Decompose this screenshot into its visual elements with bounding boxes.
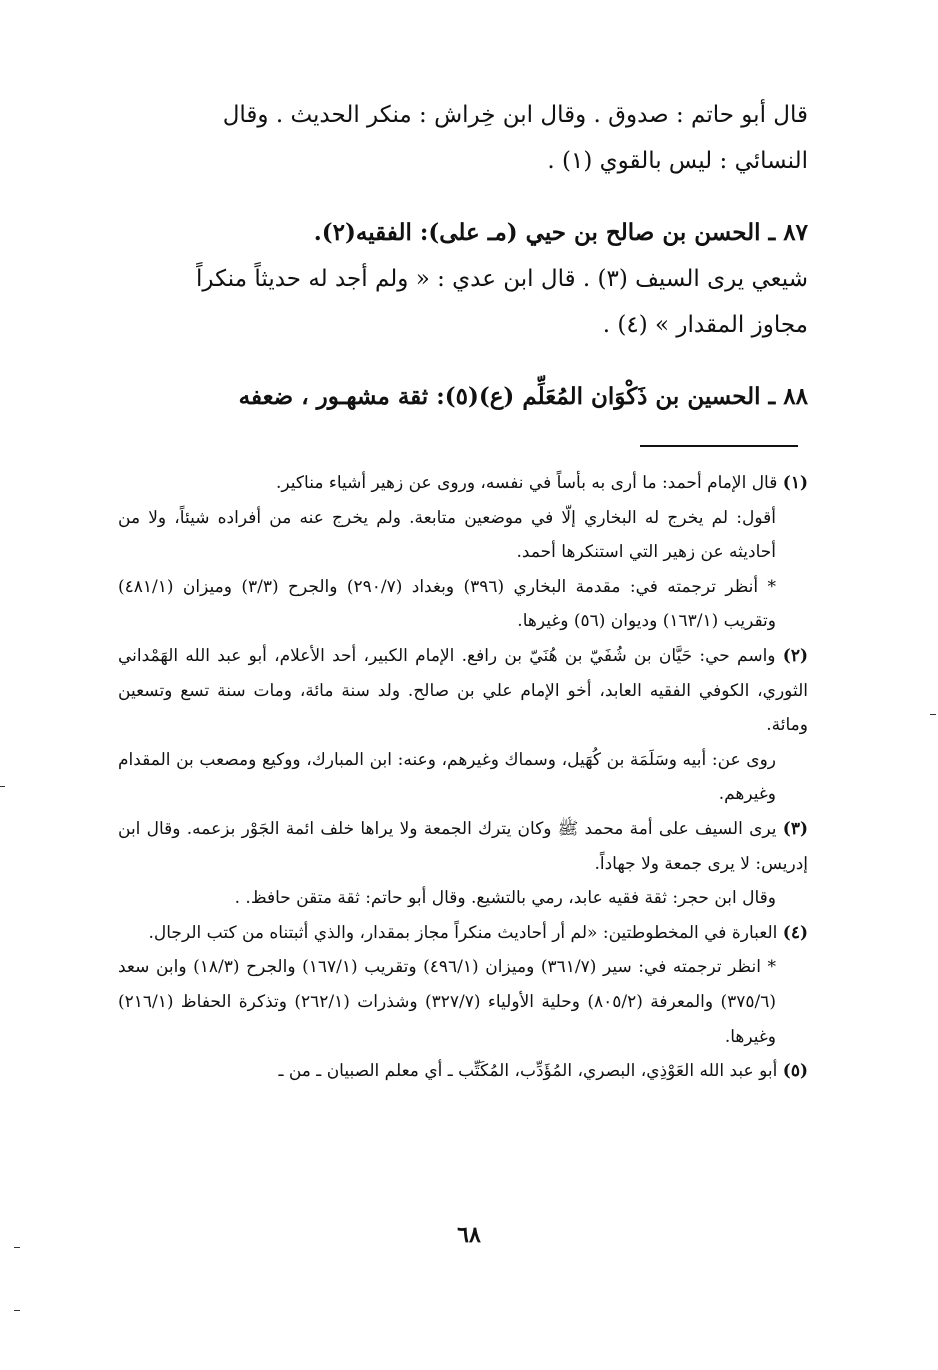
footnote-paragraph: * انظر ترجمته في: سير (٣٦١/٧) وميزان (٤٩٦/١) وتقريب (١٦٧/١) والجرح (١٨/٣) وابن سعد (٣٧٥/٦) والمعرفة (٨٠٥/٢) وحلية الأولياء (٣٢٧/٧) وشذرات (٢٦٢/١) وتذكرة الحفاظ (٢١٦/١) وغيرها. (118, 957, 777, 1047)
scan-mark (14, 1310, 20, 1311)
main-line: مجاوز المقدار » (٤) . (602, 312, 808, 338)
page-number: ٦٨ (457, 1222, 481, 1248)
footnotes (118, 466, 808, 1089)
footnote-3 (118, 812, 808, 881)
footnote-marker: (١) (782, 473, 808, 493)
scan-mark (930, 714, 936, 715)
footnote-paragraph: روى عن: أبيه وسَلَمَة بن كُهَيل، وسماك وغيرهم، وعنه: ابن المبارك، ووكيع ومصعب بن المقدام وغيرهم. (118, 749, 776, 805)
footnote-text: قال الإمام أحمد: ما أرى به بأساً في نفسه، وروى عن زهير أشياء مناكير. (276, 473, 778, 493)
footnote-text: واسم حي: حَيَّان بن شُفَيّ بن هُنَيّ بن رافع. الإمام الكبير، أحد الأعلام، أبو عبد الله الهَمْداني الثوري، الكوفي الفقيه العابد، أخو الإمام علي بن صالح. ولد سنة مائة، ومات سنة تسع وتسعين ومائة. (118, 645, 808, 736)
footnote-separator (640, 445, 798, 447)
footnote-paragraph: * أنظر ترجمته في: مقدمة البخاري (٣٩٦) وبغداد (٢٩٠/٧) والجرح (٣/٣) وميزان (٤٨١/١) وتقريب (١٦٣/١) وديوان (٥٦) وغيرها. (118, 576, 777, 632)
main-line: النسائي : ليس بالقوي (١) . (547, 148, 808, 174)
main-line: شيعي يرى السيف (٣) . قال ابن عدي : « ولم أجد له حديثاً منكراً (196, 266, 808, 292)
footnote-marker: (٤) (782, 922, 808, 943)
scan-mark (0, 786, 5, 787)
scan-mark (14, 1247, 20, 1248)
main-line: قال أبو حاتم : صدوق . وقال ابن خِراش : منكر الحديث . وقال (222, 102, 808, 128)
footnote-text: العبارة في المخطوطتين: «لم أر أحاديث منكراً مجاز بمقدار، والذي أثبتناه من كتب الرجال. (148, 922, 778, 943)
entry-88-heading: ٨٨ ـ الحسين بن ذَكْوَان المُعَلِّم (ع)(٥): ثقة مشهـور ، ضعفه (238, 383, 808, 410)
footnote-2 (118, 639, 808, 743)
footnote-5 (118, 1054, 808, 1089)
footnote-marker: (٣) (782, 818, 809, 839)
footnote-1 (118, 466, 808, 501)
main-text (118, 92, 808, 420)
footnote-paragraph: وقال ابن حجر: ثقة فقيه عابد، رمي بالتشيع. وقال أبو حاتم: ثقة متقن حافظ. . (234, 888, 776, 909)
entry-87-heading: ٨٧ ـ الحسن بن صالح بن حيي (مـ علی): الفقيه(٢). (313, 219, 808, 246)
footnote-4 (118, 916, 808, 951)
footnote-text: يرى السيف على أمة محمد ﷺ وكان يترك الجمعة ولا يراها خلف ائمة الجَوْر بزعمه. وقال ابن إدريس: لا يرى جمعة ولا جهاداً. (118, 818, 808, 874)
footnote-marker: (٥) (782, 1061, 808, 1082)
footnote-text: أبو عبد الله العَوْذِي، البصري، المُؤَدِّب، المُكَتِّب ـ أي معلم الصبيان ـ من ـ (278, 1061, 778, 1082)
footnote-paragraph: أقول: لم يخرج له البخاري إلّا في موضعين متابعة. ولم يخرج عنه من أفراده شيئاً، ولا من أحاديثه عن زهير التي استنكرها أحمد. (118, 507, 776, 563)
footnote-marker: (٢) (782, 645, 809, 666)
